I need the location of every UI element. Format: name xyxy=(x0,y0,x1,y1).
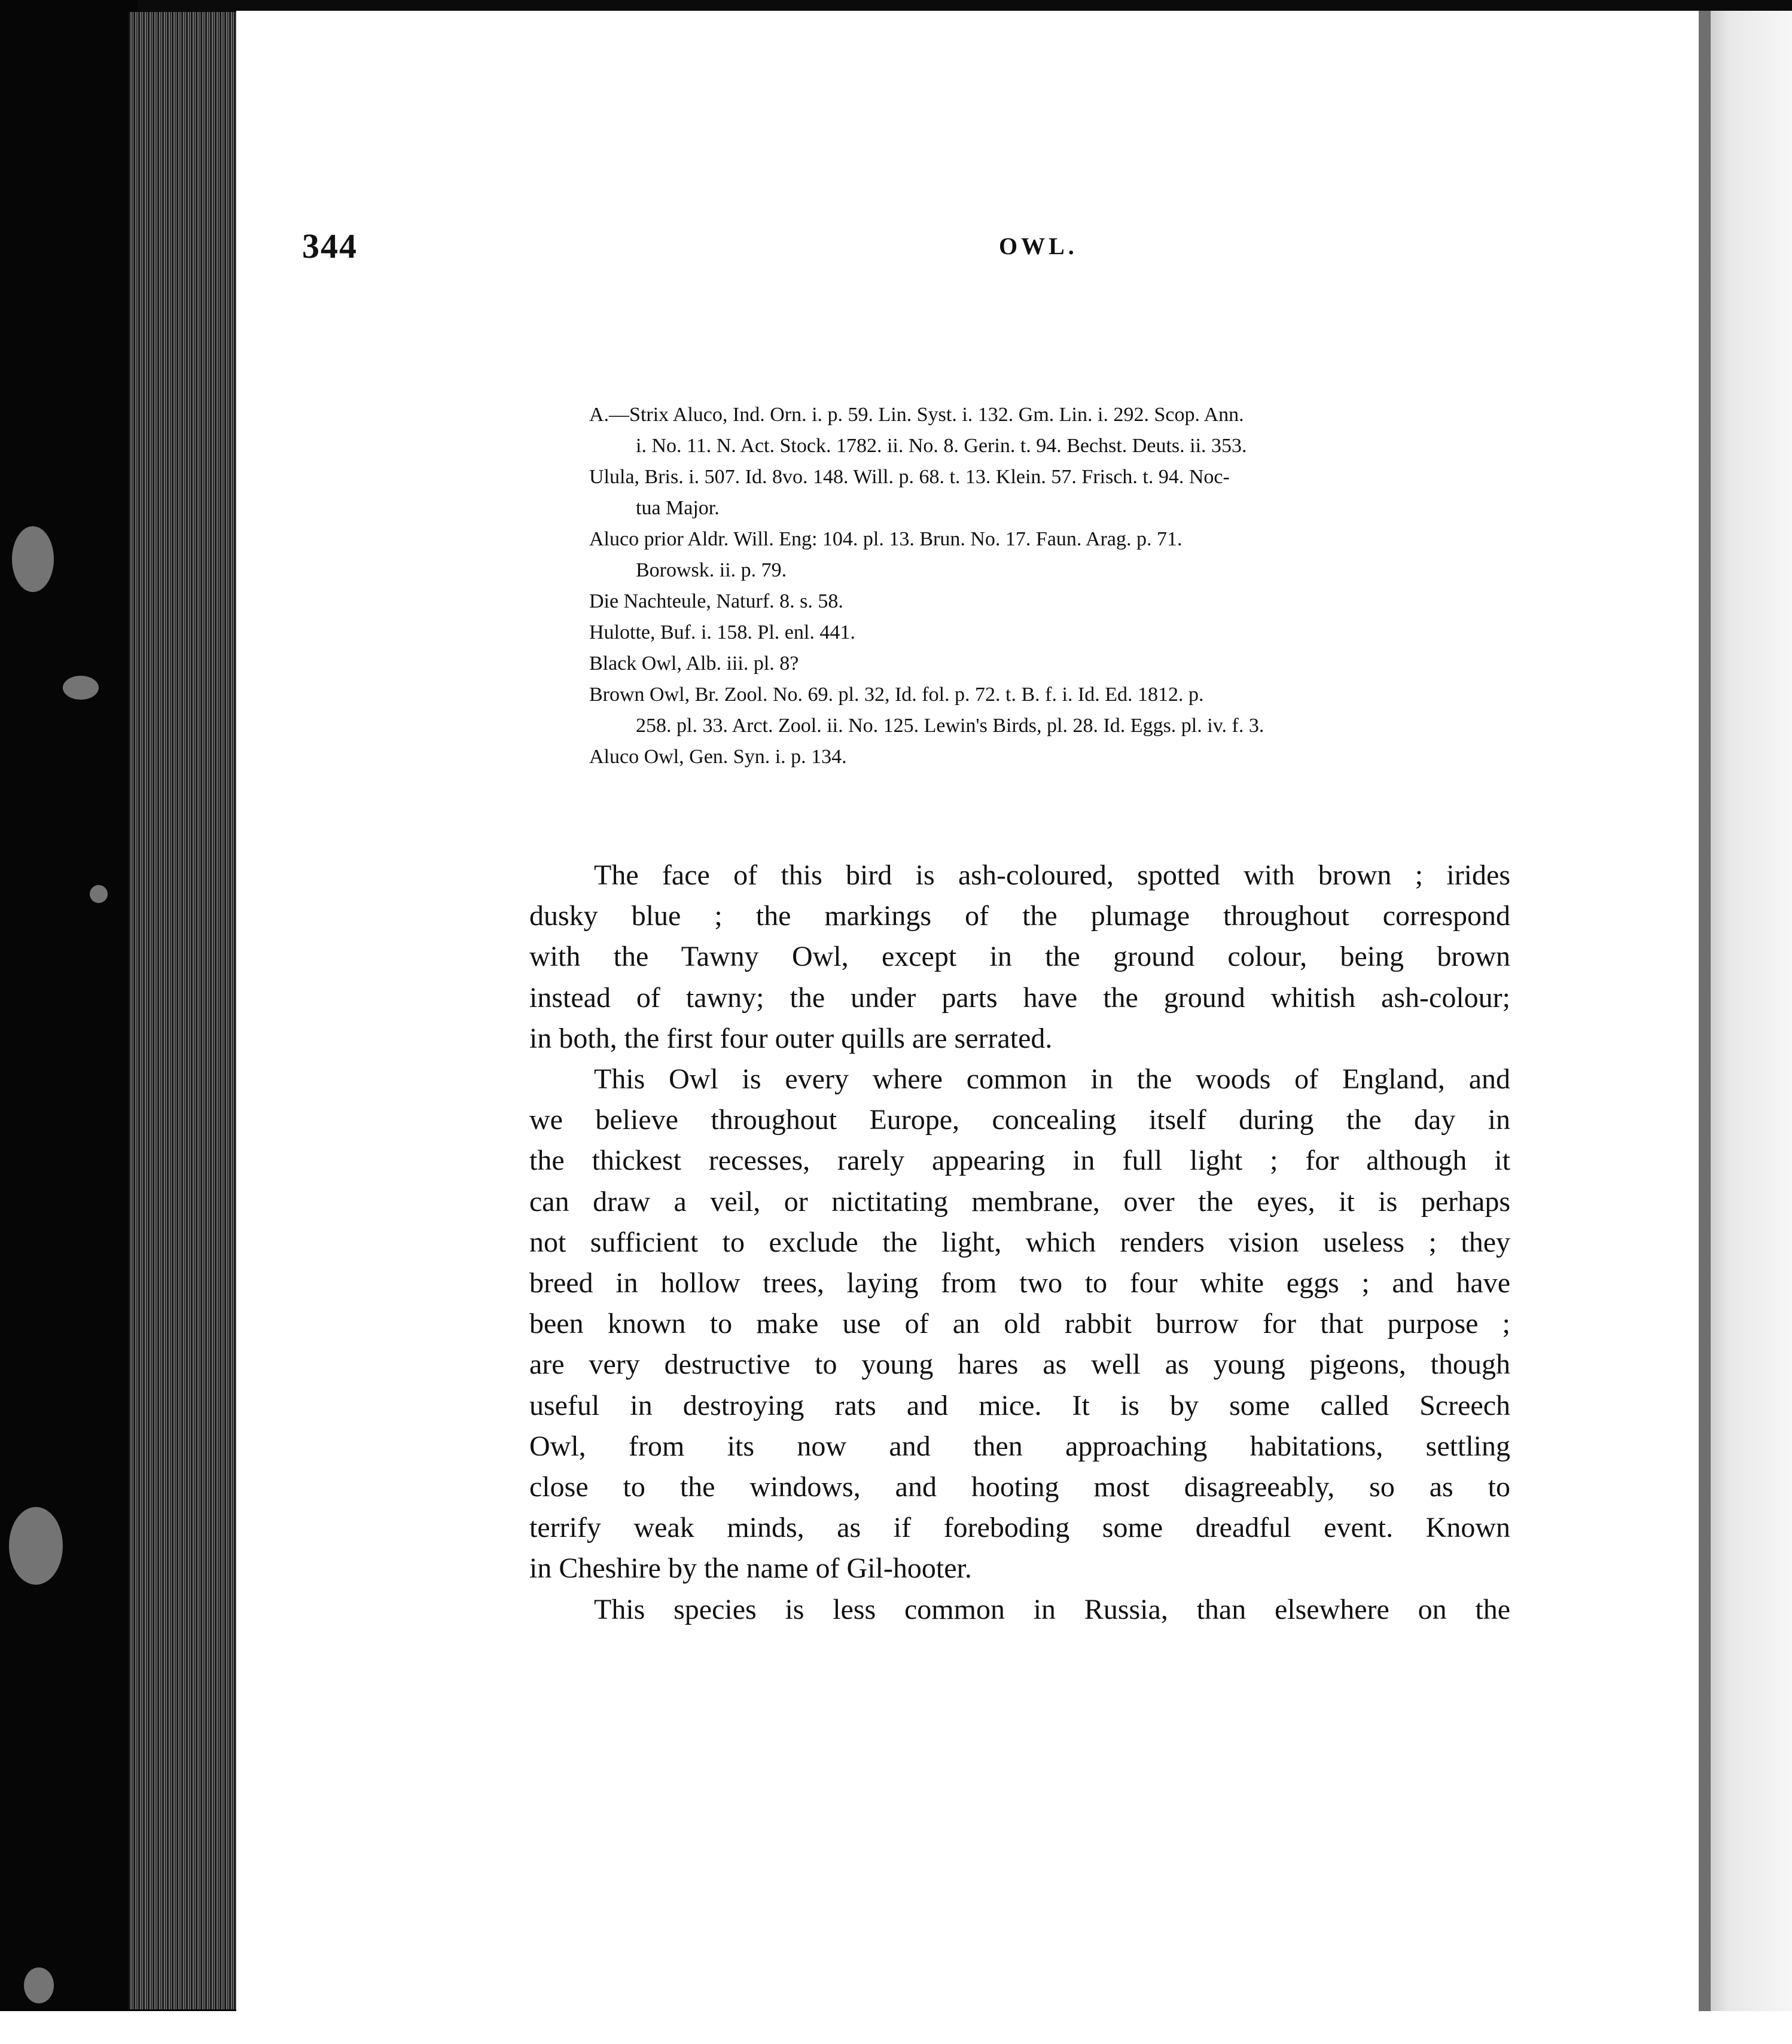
scan-speck xyxy=(24,1967,54,2003)
running-title: OWL. xyxy=(999,233,1078,260)
book-right-edge xyxy=(1693,11,1792,2011)
text-line: The face of this bird is ash-coloured, spotted with brown ; irides xyxy=(594,859,1510,891)
scan-speck xyxy=(9,1507,63,1585)
synonym-line: Black Owl, Alb. iii. pl. 8? xyxy=(589,652,799,675)
paragraph-habits xyxy=(529,1059,1510,1590)
text-line: been known to make use of an old rabbit burrow for that purpose ; xyxy=(529,1308,1510,1340)
text-line: dusky blue ; the markings of the plumage throughout correspond xyxy=(529,900,1510,932)
synonym-line: Borowsk. ii. p. 79. xyxy=(636,559,787,581)
synonym-line: Die Nachteule, Naturf. 8. s. 58. xyxy=(589,590,843,612)
synonym-line: 258. pl. 33. Arct. Zool. ii. No. 125. Lewin's Birds, pl. 28. Id. Eggs. pl. iv. f. 3. xyxy=(636,715,1264,737)
synonym-line: Hulotte, Buf. i. 158. Pl. enl. 441. xyxy=(589,621,855,643)
text-line: breed in hollow trees, laying from two to four white eggs ; and have xyxy=(529,1267,1510,1299)
text-line: terrify weak minds, as if foreboding some dreadful event. Known xyxy=(529,1512,1510,1544)
bottom-margin xyxy=(0,2011,1792,2044)
synonymy-block xyxy=(589,399,1504,773)
text-line: not sufficient to exclude the light, which renders vision useless ; they xyxy=(529,1226,1510,1258)
scan-border-left xyxy=(0,0,138,2044)
body-text xyxy=(529,855,1510,1630)
synonym-line: Ulula, Bris. i. 507. Id. 8vo. 148. Will. p. 68. t. 13. Klein. 57. Frisch. t. 94. Noc- xyxy=(589,466,1230,488)
text-line: This species is less common in Russia, than elsewhere on the xyxy=(594,1593,1510,1625)
text-line: close to the windows, and hooting most disagreeably, so as to xyxy=(529,1471,1510,1503)
page-number: 344 xyxy=(302,227,358,266)
text-line: instead of tawny; the under parts have the ground whitish ash-colour; xyxy=(529,981,1510,1014)
text-line: Owl, from its now and then approaching habitations, settling xyxy=(529,1430,1510,1462)
scan-speck xyxy=(12,526,54,592)
synonym-line: Aluco Owl, Gen. Syn. i. p. 134. xyxy=(589,746,847,768)
text-line: This Owl is every where common in the woods of England, and xyxy=(594,1063,1510,1096)
paragraph-description xyxy=(529,855,1510,1059)
text-line: in Cheshire by the name of Gil-hooter. xyxy=(529,1552,972,1585)
synonym-line: Aluco prior Aldr. Will. Eng: 104. pl. 13. Brun. No. 17. Faun. Arag. p. 71. xyxy=(589,528,1183,550)
synonym-line: tua Major. xyxy=(636,497,720,519)
text-line: we believe throughout Europe, concealing itself during the day in xyxy=(529,1104,1510,1136)
book-page-edge xyxy=(129,12,236,2009)
synonym-line: i. No. 11. N. Act. Stock. 1782. ii. No. 8. Gerin. t. 94. Bechst. Deuts. ii. 353. xyxy=(636,435,1247,457)
text-line: the thickest recesses, rarely appearing in full light ; for although it xyxy=(529,1145,1510,1177)
paragraph-russia xyxy=(529,1590,1510,1630)
page-header xyxy=(0,226,1792,274)
synonym-line: Brown Owl, Br. Zool. No. 69. pl. 32, Id. fol. p. 72. t. B. f. i. Id. Ed. 1812. p. xyxy=(589,684,1204,706)
text-line: are very destructive to young hares as well as young pigeons, though xyxy=(529,1349,1510,1381)
text-line: can draw a veil, or nictitating membrane, over the eyes, it is perhaps xyxy=(529,1185,1510,1218)
synonym-line: A.—Strix Aluco, Ind. Orn. i. p. 59. Lin. Syst. i. 132. Gm. Lin. i. 292. Scop. Ann. xyxy=(589,404,1244,426)
text-line: in both, the first four outer quills are serrated. xyxy=(529,1022,1053,1054)
text-line: useful in destroying rats and mice. It is by some called Screech xyxy=(529,1389,1510,1421)
scan-speck xyxy=(63,676,99,700)
text-line: with the Tawny Owl, except in the ground colour, being brown xyxy=(529,941,1510,973)
scan-speck xyxy=(90,885,108,903)
